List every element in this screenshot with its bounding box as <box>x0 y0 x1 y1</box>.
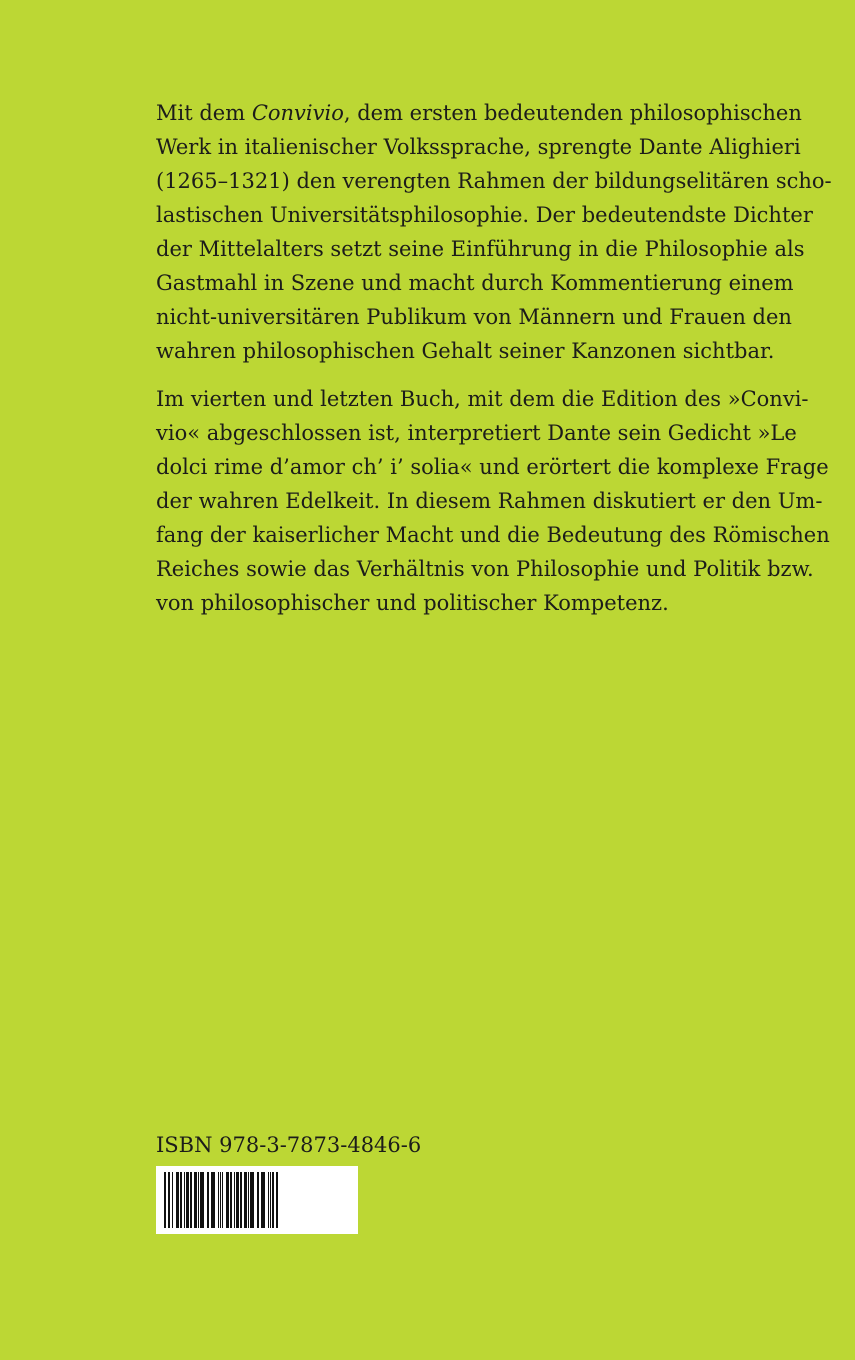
blurb-line: der wahren Edelkeit. In diesem Rahmen diskutiert er den Um- <box>156 489 823 513</box>
blurb-line: dolci rime d’amor ch’ i’ solia« und erörtert die komplexe Frage <box>156 455 829 479</box>
barcode-bar <box>180 1172 182 1228</box>
barcode-bar <box>236 1172 239 1228</box>
back-cover-blurb <box>156 96 832 634</box>
barcode-bar <box>222 1172 223 1228</box>
barcode-graphic <box>156 1166 358 1234</box>
barcode-bar <box>184 1172 185 1228</box>
barcode-bar <box>257 1172 259 1228</box>
blurb-paragraph-2 <box>156 382 830 620</box>
barcode-bar <box>244 1172 247 1228</box>
blurb-line: Reiches sowie das Verhältnis von Philosophie und Politik bzw. <box>156 557 814 581</box>
barcode-bar <box>207 1172 209 1228</box>
blurb-text: Mit dem <box>156 101 246 125</box>
blurb-line: Werk in italienischer Volkssprache, sprengte Dante Alighieri <box>156 135 801 159</box>
barcode-bar <box>230 1172 232 1228</box>
barcode-bar <box>176 1172 179 1228</box>
barcode-bar <box>270 1172 271 1228</box>
barcode-bar <box>240 1172 242 1228</box>
barcode-bar <box>234 1172 235 1228</box>
blurb-line: vio« abgeschlossen ist, interpretiert Dante sein Gedicht »Le <box>156 421 797 445</box>
barcode-bar <box>220 1172 221 1228</box>
blurb-paragraph-1 <box>156 96 832 368</box>
barcode-bar <box>268 1172 269 1228</box>
blurb-line: der Mittelalters setzt seine Einführung in die Philosophie als <box>156 237 805 261</box>
barcode-bar <box>211 1172 215 1228</box>
barcode-bar <box>272 1172 274 1228</box>
barcode-bar <box>172 1172 173 1228</box>
barcode-bar <box>226 1172 229 1228</box>
blurb-line: Im vierten und letzten Buch, mit dem die Edition des »Convi- <box>156 387 809 411</box>
blurb-line <box>156 96 802 130</box>
barcode-bar <box>276 1172 278 1228</box>
barcode-bar <box>190 1172 192 1228</box>
book-title-convivio: Convivio <box>251 101 344 125</box>
blurb-line: Gastmahl in Szene und macht durch Kommentierung einem <box>156 271 794 295</box>
barcode-bar <box>200 1172 204 1228</box>
barcode-bar <box>248 1172 249 1228</box>
blurb-text: , dem ersten bedeutenden philosophischen <box>343 101 802 125</box>
blurb-line: lastischen Universitätsphilosophie. Der bedeutendste Dichter <box>156 203 813 227</box>
blurb-line: nicht-universitären Publikum von Männern und Frauen den <box>156 305 792 329</box>
barcode-bar <box>194 1172 197 1228</box>
blurb-line: von philosophischer und politischer Kompetenz. <box>156 591 669 615</box>
barcode <box>156 1166 358 1234</box>
blurb-line: (1265–1321) den verengten Rahmen der bildungselitären scho- <box>156 169 832 193</box>
blurb-line: fang der kaiserlicher Macht und die Bedeutung des Römischen <box>156 523 830 547</box>
isbn-number: ISBN 978-3-7873-4846-6 <box>156 1133 422 1157</box>
barcode-bar <box>186 1172 189 1228</box>
barcode-bar <box>168 1172 170 1228</box>
blurb-line: wahren philosophischen Gehalt seiner Kanzonen sichtbar. <box>156 339 775 363</box>
barcode-bar <box>164 1172 166 1228</box>
barcode-bar <box>261 1172 265 1228</box>
barcode-bar <box>250 1172 254 1228</box>
barcode-bar <box>218 1172 219 1228</box>
barcode-bar <box>198 1172 199 1228</box>
